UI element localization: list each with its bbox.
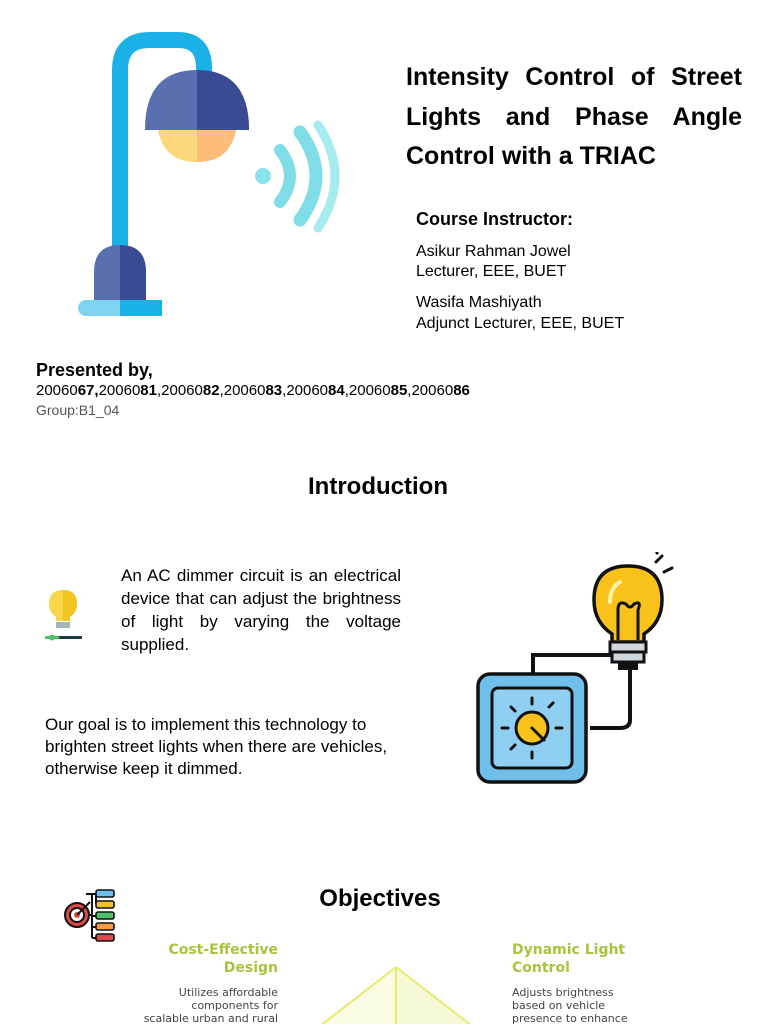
student-id: 2006085 (348, 382, 408, 399)
objective-right-desc-line: Adjusts brightness (512, 986, 614, 999)
student-id: 2006084 (286, 382, 345, 399)
objective-left-desc-line: Utilizes affordable (178, 986, 278, 999)
objective-right-description (512, 986, 682, 1025)
introduction-heading: Introduction (308, 473, 448, 500)
objective-right-desc-line: presence to enhance (512, 1012, 628, 1025)
title-line-1: Intensity Control of Street (406, 63, 742, 91)
instructor-1-role: Lecturer, EEE, BUET (416, 263, 567, 280)
objective-left-desc-line: scalable urban and rural (143, 1012, 278, 1025)
objective-right-title-line: Control (512, 960, 570, 976)
student-id: 2006086 (411, 382, 470, 399)
presented-by-label: Presented by, (36, 360, 153, 380)
student-id-list: 2006067,2006081,2006082,2006083,2006084,2006085,2006086 (36, 382, 470, 399)
title-line-2: Lights and Phase Angle (406, 102, 742, 131)
intro-paragraph-2: Our goal is to implement this technology to brighten street lights when there are vehicles, otherwise keep it dimmed. (45, 715, 388, 778)
objective-left-title (120, 941, 278, 977)
title-line-3: Control with a TRIAC (406, 142, 656, 170)
instructor-heading: Course Instructor: (416, 209, 574, 229)
objectives-heading: Objectives (319, 885, 441, 912)
instructor-2-name: Wasifa Mashiyath (416, 294, 542, 311)
student-id: 2006081 (98, 382, 157, 399)
instructor-1-name: Asikur Rahman Jowel (416, 243, 571, 260)
target-checklist-icon (62, 888, 118, 944)
street-lamp-icon (70, 30, 350, 325)
student-id: 2006083 (223, 382, 283, 399)
dimmer-bulb-icon (470, 552, 680, 787)
page-title (406, 58, 742, 177)
objective-left-title-line: Cost-Effective (168, 942, 278, 958)
objective-left-desc-line: components for (191, 999, 278, 1012)
light-bulb-slider-icon (42, 588, 84, 642)
objective-right-title (512, 941, 682, 977)
objective-right-desc-line: based on vehicle (512, 999, 606, 1012)
group-label: Group:B1_04 (36, 402, 120, 418)
instructor-2-role: Adjunct Lecturer, EEE, BUET (416, 315, 625, 332)
objective-left-title-line: Design (223, 960, 278, 976)
objective-right-title-line: Dynamic Light (512, 942, 626, 958)
student-id: 2006067, (36, 382, 99, 399)
intro-paragraph-1: An AC dimmer circuit is an electrical device that can adjust the brightness of light by varying the voltage supplied. (121, 566, 401, 654)
objective-left-description (110, 986, 278, 1025)
objectives-pyramid (320, 964, 472, 1024)
student-id: 2006082 (161, 382, 220, 399)
